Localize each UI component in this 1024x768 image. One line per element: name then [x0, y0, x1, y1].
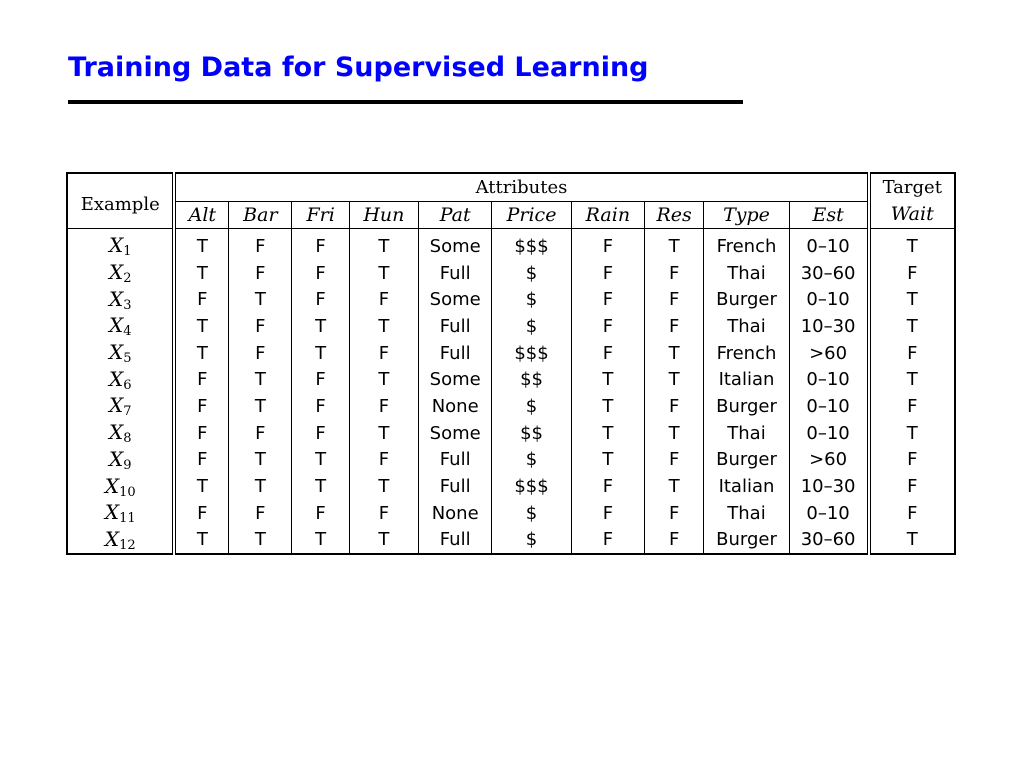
header-row-attributes [67, 202, 955, 229]
cell-fri: F [292, 393, 349, 420]
example-subscript: 5 [123, 351, 132, 367]
cell-type: Italian [704, 366, 789, 393]
example-id-cell [67, 420, 174, 447]
cell-alt: T [196, 262, 208, 284]
cell-res: F [645, 313, 704, 340]
cell-res: F [645, 393, 704, 420]
cell-hun: T [349, 527, 418, 555]
cell-fri: T [292, 527, 349, 555]
cell-price: $$ [492, 366, 571, 393]
example-id-cell [67, 313, 174, 340]
table-row [67, 313, 955, 340]
column-header-rain: Rain [571, 202, 644, 229]
cell-hun: F [349, 393, 418, 420]
cell-alt: F [197, 422, 208, 444]
cell-wait: F [869, 340, 955, 367]
example-subscript: 1 [123, 244, 132, 260]
cell-bar: F [229, 260, 292, 287]
cell-pat: Some [419, 420, 492, 447]
cell-bar: F [229, 340, 292, 367]
column-header-price: Price [492, 202, 571, 229]
cell-type: Burger [704, 527, 789, 555]
cell-res: T [645, 340, 704, 367]
cell-hun: T [349, 473, 418, 500]
cell-rain: F [571, 473, 644, 500]
cell-wait: F [869, 473, 955, 500]
column-header-fri: Fri [292, 202, 349, 229]
cell-bar: T [229, 393, 292, 420]
example-header: Example [67, 173, 174, 229]
example-id-cell [67, 473, 174, 500]
cell-est: >60 [789, 447, 868, 474]
cell-pat: Full [419, 527, 492, 555]
cell-fri: F [292, 366, 349, 393]
cell-res: F [645, 286, 704, 313]
cell-wait: F [869, 447, 955, 474]
cell-alt: F [197, 502, 208, 524]
cell-hun: T [349, 420, 418, 447]
target-header: Target [882, 177, 942, 198]
cell-wait: T [869, 366, 955, 393]
cell-pat: None [419, 500, 492, 527]
cell-hun: T [349, 229, 418, 260]
cell-fri: F [292, 420, 349, 447]
cell-bar: T [229, 366, 292, 393]
cell-alt: F [197, 369, 208, 391]
cell-pat: Full [419, 473, 492, 500]
table-row [67, 447, 955, 474]
cell-est: 0–10 [789, 420, 868, 447]
example-letter: X [108, 260, 124, 285]
cell-est: 0–10 [789, 286, 868, 313]
cell-res: F [645, 260, 704, 287]
slide-title: Training Data for Supervised Learning [68, 52, 649, 83]
example-letter: X [108, 393, 124, 418]
cell-alt: T [196, 529, 208, 551]
example-id-cell [67, 447, 174, 474]
column-header-hun: Hun [349, 202, 418, 229]
cell-type: Thai [704, 420, 789, 447]
example-letter: X [108, 233, 124, 258]
table-row [67, 420, 955, 447]
cell-hun: T [349, 366, 418, 393]
cell-wait: T [869, 229, 955, 260]
cell-price: $ [492, 527, 571, 555]
cell-hun: F [349, 286, 418, 313]
cell-est: 30–60 [789, 527, 868, 555]
cell-type: French [704, 229, 789, 260]
cell-bar: F [229, 229, 292, 260]
cell-est: 30–60 [789, 260, 868, 287]
cell-wait: T [869, 527, 955, 555]
cell-alt: T [196, 235, 208, 257]
cell-wait: T [869, 313, 955, 340]
cell-bar: F [229, 313, 292, 340]
cell-est: 10–30 [789, 313, 868, 340]
cell-alt: T [196, 315, 208, 337]
cell-price: $$$ [492, 473, 571, 500]
table-row [67, 393, 955, 420]
cell-pat: None [419, 393, 492, 420]
table-row [67, 366, 955, 393]
cell-fri: T [292, 473, 349, 500]
cell-bar: F [229, 500, 292, 527]
cell-rain: F [571, 260, 644, 287]
cell-wait: F [869, 260, 955, 287]
table-row [67, 286, 955, 313]
column-header-pat: Pat [419, 202, 492, 229]
cell-hun: F [349, 447, 418, 474]
column-header-alt: Alt [174, 202, 228, 229]
cell-wait: F [869, 500, 955, 527]
cell-fri: F [292, 260, 349, 287]
cell-bar: T [229, 447, 292, 474]
cell-res: T [645, 366, 704, 393]
example-id-cell [67, 393, 174, 420]
cell-price: $ [492, 500, 571, 527]
attributes-header: Attributes [174, 173, 868, 202]
cell-rain: F [571, 286, 644, 313]
cell-fri: F [292, 500, 349, 527]
target-header-cell [869, 173, 955, 229]
cell-pat: Full [419, 340, 492, 367]
cell-est: 0–10 [789, 229, 868, 260]
cell-rain: T [571, 447, 644, 474]
cell-price: $$$ [492, 229, 571, 260]
column-header-type: Type [704, 202, 789, 229]
example-subscript: 8 [123, 431, 132, 447]
cell-bar: T [229, 473, 292, 500]
cell-pat: Full [419, 447, 492, 474]
cell-alt: T [196, 342, 208, 364]
example-subscript: 4 [123, 324, 132, 340]
example-letter: X [104, 473, 120, 498]
cell-rain: F [571, 527, 644, 555]
cell-type: Burger [704, 286, 789, 313]
cell-fri: T [292, 340, 349, 367]
cell-rain: F [571, 229, 644, 260]
header-row-top [67, 173, 955, 202]
example-subscript: 3 [123, 297, 132, 313]
cell-res: T [645, 420, 704, 447]
cell-price: $$$ [492, 340, 571, 367]
cell-price: $ [492, 313, 571, 340]
table-row [67, 260, 955, 287]
example-letter: X [108, 340, 124, 365]
cell-est: 0–10 [789, 393, 868, 420]
cell-hun: F [349, 340, 418, 367]
cell-fri: F [292, 286, 349, 313]
example-subscript: 7 [123, 404, 132, 420]
cell-res: F [645, 447, 704, 474]
cell-alt: T [196, 476, 208, 498]
example-letter: X [108, 313, 124, 338]
cell-hun: T [349, 313, 418, 340]
example-letter: X [104, 500, 120, 525]
cell-pat: Some [419, 286, 492, 313]
cell-bar: F [229, 420, 292, 447]
cell-pat: Some [419, 366, 492, 393]
cell-alt: F [197, 395, 208, 417]
cell-est: 0–10 [789, 366, 868, 393]
example-id-cell [67, 527, 174, 555]
cell-pat: Full [419, 260, 492, 287]
cell-price: $$ [492, 420, 571, 447]
example-letter: X [108, 446, 124, 471]
example-letter: X [104, 526, 120, 551]
cell-type: Thai [704, 313, 789, 340]
cell-bar: T [229, 286, 292, 313]
cell-rain: T [571, 393, 644, 420]
cell-est: 10–30 [789, 473, 868, 500]
cell-wait: T [869, 286, 955, 313]
cell-wait: F [869, 393, 955, 420]
cell-res: T [645, 229, 704, 260]
cell-type: Thai [704, 260, 789, 287]
cell-res: F [645, 500, 704, 527]
cell-fri: T [292, 447, 349, 474]
training-data-table [66, 172, 956, 555]
column-header-est: Est [789, 202, 868, 229]
table-row [67, 500, 955, 527]
cell-type: Burger [704, 447, 789, 474]
cell-price: $ [492, 447, 571, 474]
column-header-res: Res [645, 202, 704, 229]
example-letter: X [108, 286, 124, 311]
example-subscript: 11 [119, 511, 136, 527]
example-id-cell [67, 500, 174, 527]
cell-fri: T [292, 313, 349, 340]
example-subscript: 6 [123, 377, 132, 393]
example-letter: X [108, 420, 124, 445]
table-row [67, 527, 955, 555]
table-row [67, 340, 955, 367]
example-id-cell [67, 366, 174, 393]
table-row [67, 473, 955, 500]
example-subscript: 10 [119, 484, 136, 500]
cell-rain: T [571, 366, 644, 393]
title-underline [68, 100, 743, 104]
cell-hun: F [349, 500, 418, 527]
table-row [67, 229, 955, 260]
wait-column-header: Wait [890, 203, 934, 225]
cell-price: $ [492, 260, 571, 287]
cell-est: 0–10 [789, 500, 868, 527]
cell-type: French [704, 340, 789, 367]
cell-rain: T [571, 420, 644, 447]
table-body [67, 229, 955, 555]
cell-price: $ [492, 393, 571, 420]
example-id-cell [67, 229, 174, 260]
cell-price: $ [492, 286, 571, 313]
cell-wait: T [869, 420, 955, 447]
cell-rain: F [571, 340, 644, 367]
cell-type: Burger [704, 393, 789, 420]
cell-pat: Some [419, 229, 492, 260]
example-id-cell [67, 260, 174, 287]
cell-type: Thai [704, 500, 789, 527]
example-id-cell [67, 340, 174, 367]
cell-bar: T [229, 527, 292, 555]
example-subscript: 2 [123, 271, 132, 287]
cell-pat: Full [419, 313, 492, 340]
example-id-cell [67, 286, 174, 313]
cell-alt: F [197, 289, 208, 311]
cell-res: T [645, 473, 704, 500]
cell-rain: F [571, 500, 644, 527]
example-subscript: 12 [119, 537, 136, 553]
cell-alt: F [197, 449, 208, 471]
column-header-bar: Bar [229, 202, 292, 229]
cell-hun: T [349, 260, 418, 287]
example-letter: X [108, 366, 124, 391]
example-subscript: 9 [123, 457, 132, 473]
cell-rain: F [571, 313, 644, 340]
cell-type: Italian [704, 473, 789, 500]
cell-res: F [645, 527, 704, 555]
cell-est: >60 [789, 340, 868, 367]
cell-fri: F [292, 229, 349, 260]
